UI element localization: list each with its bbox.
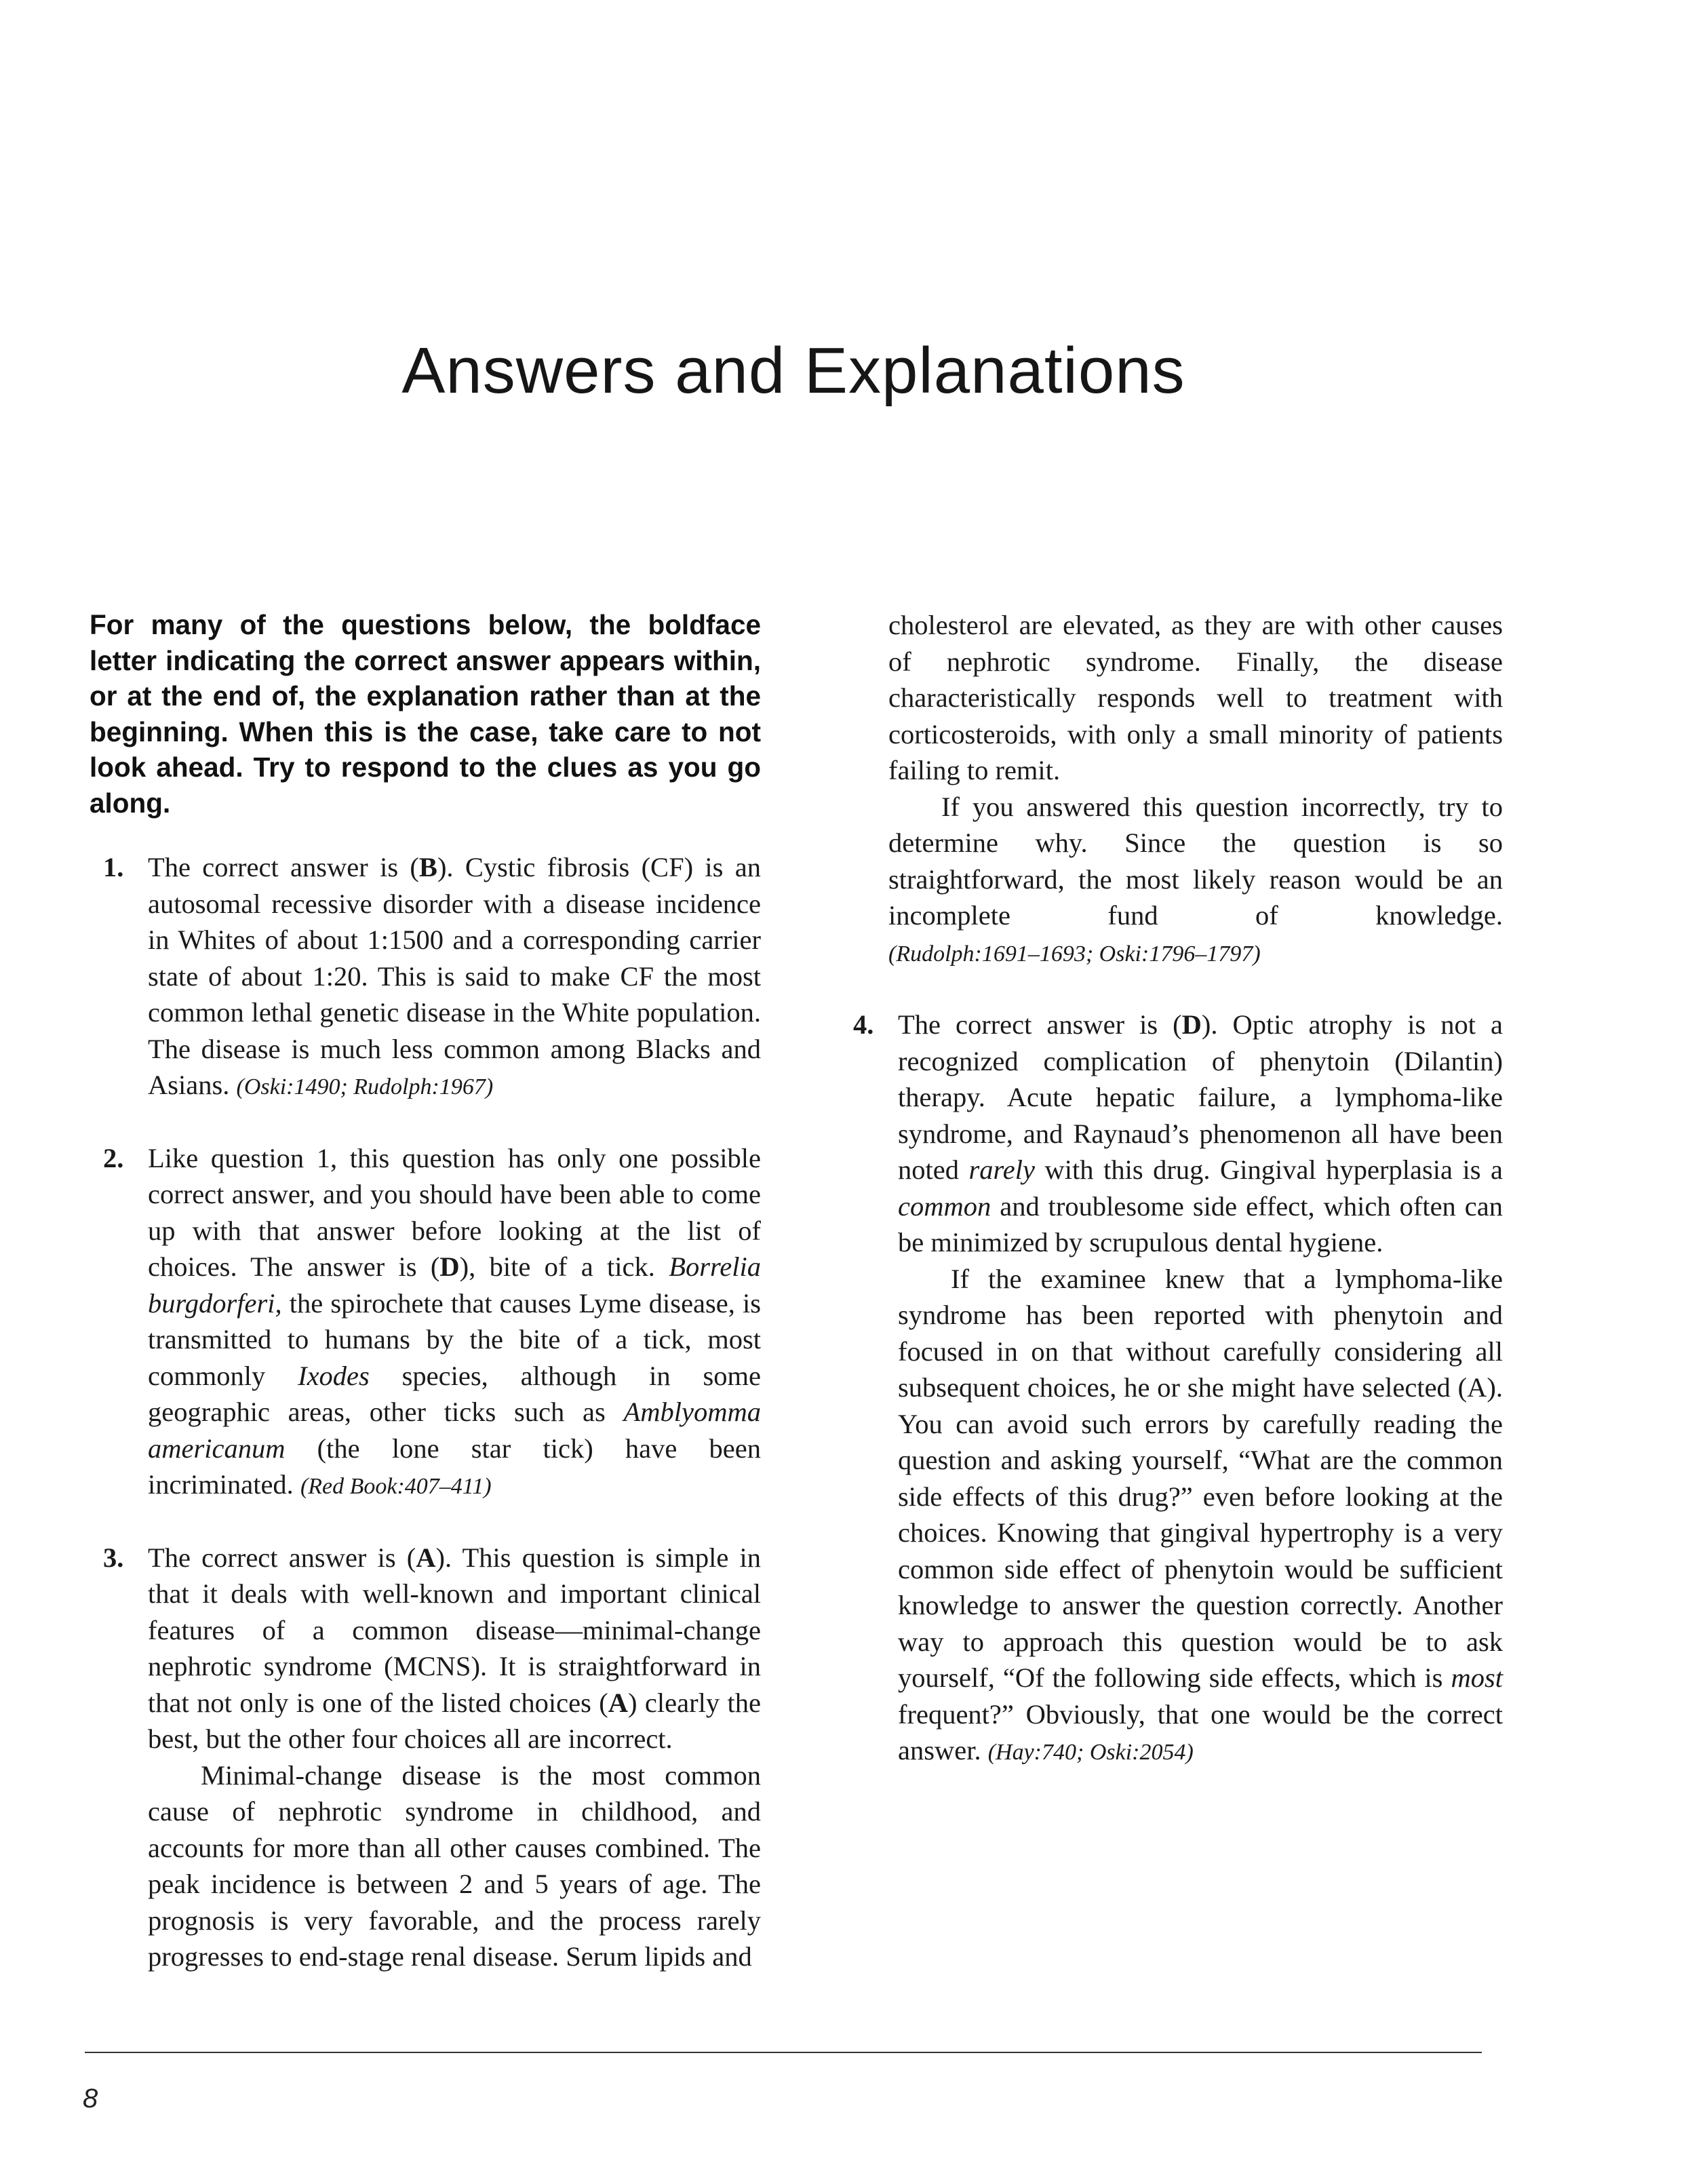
answer-text: Like question 1, this question has only one possible correct answer, and you should have been able to come up with that answer before looking at the list of choices. The answer is (D), bite of a tick. Borrelia burgdorferi, the spirochete that causes Lyme disease, is transmitted to humans by the bite of a tick, most commonly Ixodes species, although in some geographic areas, other ticks such as Amblyomma americanum (the lone star tick) have been incriminated. (Red Book:407–411) (148, 1142, 761, 1500)
answer-text: The correct answer is (B). Cystic fibrosis (CF) is an autosomal recessive disorder with a disease incidence in Whites of about 1:1500 and a corresponding carrier state of about 1:20. This is said to make CF the most common lethal genetic disease in the White population. The disease is much less common among Blacks and Asians. (Oski:1490; Rudolph:1967) (148, 852, 761, 1100)
answer-number: 1. (103, 852, 124, 882)
answer-text: The correct answer is (D). Optic atrophy is not a recognized complication of phenytoin (Dilantin) therapy. Acute hepatic failure, a lymphoma-like syndrome, and Raynaud’s phenomenon all have been noted rarely with this drug. Gingival hyperplasia is a common and troublesome side effect, which often can be minimized by scrupulous dental hygiene. (898, 1009, 1503, 1257)
answer-paragraph-continued: cholesterol are elevated, as they are with other causes of nephrotic syndrome. Finally, the disease characteristically responds well to treatment with corticosteroids, with only a small minority of patients failing to remit. (888, 610, 1503, 785)
left-column (90, 607, 761, 2010)
answer-letter: B (418, 852, 437, 882)
intro-paragraph: For many of the questions below, the boldface letter indicating the correct answer appears within, or at the end of, the explanation rather than at the beginning. When this is the case, take care to not look ahead. Try to respond to the clues as you go along. (90, 609, 761, 819)
answer-text: The correct answer is (A). This question is simple in that it deals with well-known and important clinical features of a common disease—minimal-change nephrotic syndrome (MCNS). It is straightforward in that not only is one of the listed choices (A) clearly the best, but the other four choices all are incorrect. (148, 1542, 761, 1754)
answer-number: 2. (103, 1142, 124, 1173)
answer-number: 3. (103, 1542, 124, 1573)
answer-paragraph: If you answered this question incorrectly, try to determine why. Since the question is so straightforward, the most likely reason would be an incomplete fund of knowledge. (Rudolph:1691–1693; Oski:1796–1797) (888, 791, 1503, 967)
citation: (Red Book:407–411) (300, 1474, 492, 1499)
footer-rule (85, 2052, 1482, 2053)
answer-number: 4. (853, 1009, 874, 1040)
citation: (Oski:1490; Rudolph:1967) (236, 1074, 494, 1099)
answer-letter: A (416, 1542, 436, 1573)
citation: (Rudolph:1691–1693; Oski:1796–1797) (888, 941, 1261, 967)
page-title: Answers and Explanations (401, 334, 1185, 408)
answer-4 (840, 1007, 1503, 1771)
page-number: 8 (83, 2084, 98, 2113)
answer-3 (90, 1540, 761, 1975)
answer-1 (90, 849, 761, 1106)
answer-paragraph: Minimal-change disease is the most common cause of nephrotic syndrome in childhood, and accounts for more than all other causes combined. The peak incidence is between 2 and 5 years of age. The prognosis is very favorable, and the process rarely progresses to end-stage renal disease. Serum lipids and (148, 1759, 761, 1972)
answer-letter: D (439, 1251, 460, 1282)
citation: (Hay:740; Oski:2054) (987, 1740, 1194, 1765)
answer-2 (90, 1140, 761, 1505)
right-column (840, 607, 1503, 1806)
answer-3-continued (840, 607, 1503, 972)
answer-letter: D (1181, 1009, 1202, 1040)
answer-paragraph: If the examinee knew that a lymphoma-like syndrome has been reported with phenytoin and focused in on that without carefully considering all subsequent choices, he or she might have selected (A). You can avoid such errors by carefully reading the question and asking yourself, “What are the common side effects of this drug?” even before looking at the choices. Knowing that gingival hypertrophy is a very common side effect of phenytoin would be sufficient knowledge to answer the question correctly. Another way to approach this question would be to ask yourself, “Of the following side effects, which is most frequent?” Obviously, that one would be the correct answer. (Hay:740; Oski:2054) (898, 1263, 1503, 1766)
